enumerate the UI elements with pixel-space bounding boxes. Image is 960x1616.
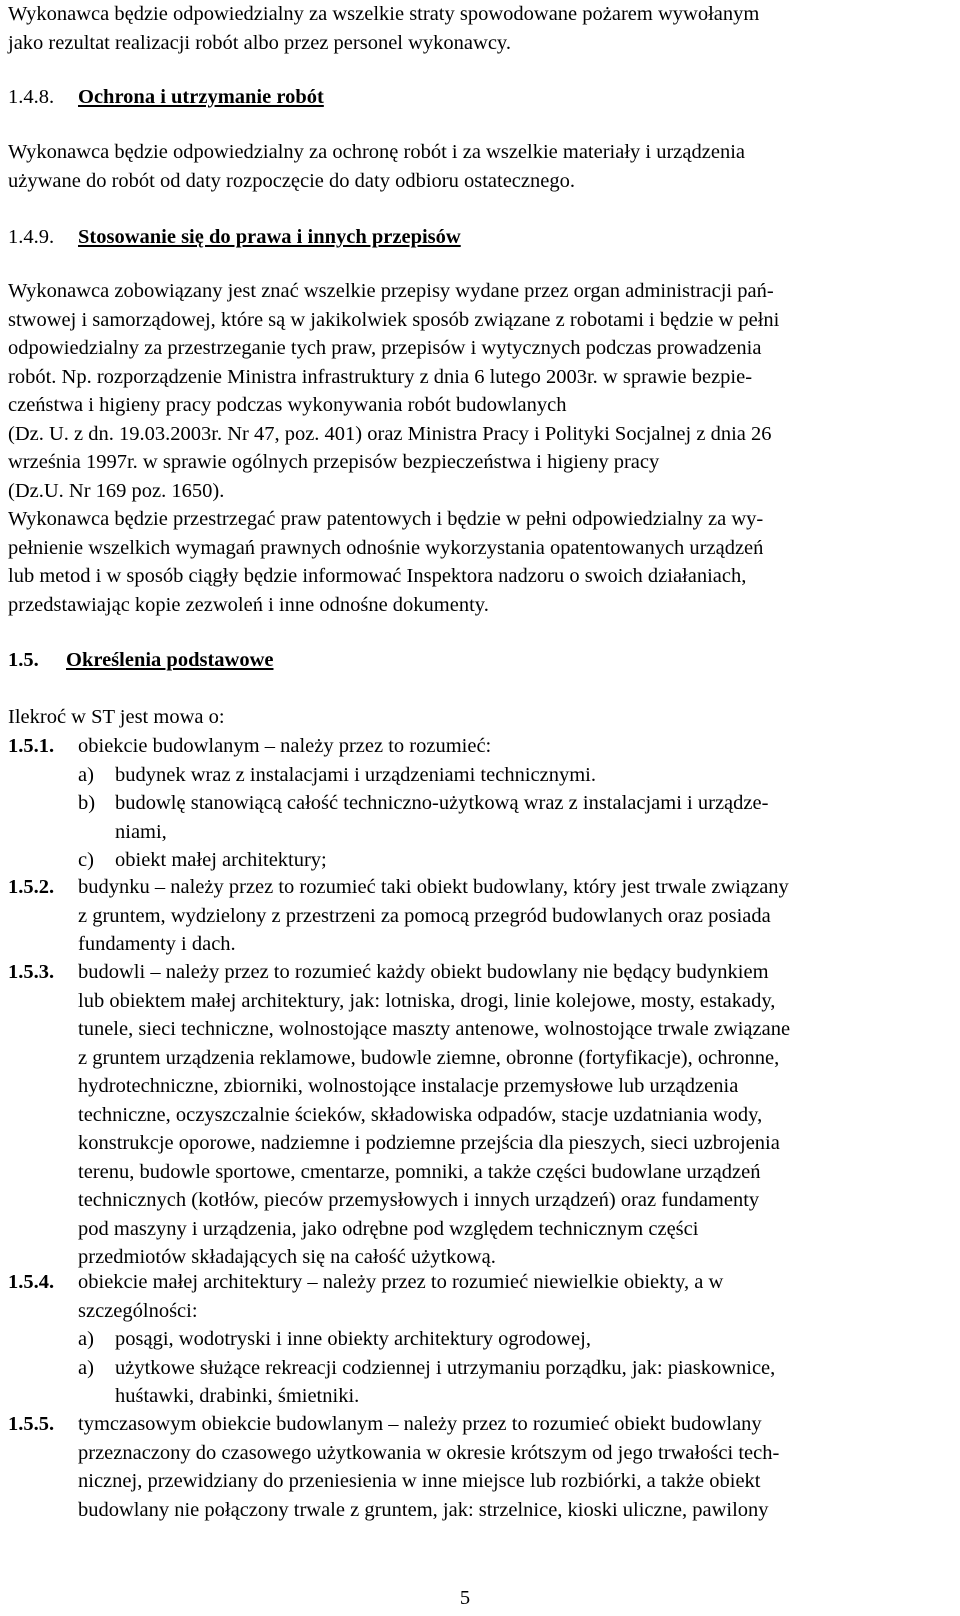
text-line: obiekcie małej architektury – należy przez to rozumieć niewielkie obiekty, a w [78,1271,724,1293]
text-line: Wykonawca zobowiązany jest znać wszelkie przepisy wydane przez organ administracji pań- [8,280,774,302]
definitions-intro [8,703,938,732]
text-line: terenu, budowle sportowe, cmentarze, pomniki, a także części budowlane urządzeń [78,1160,761,1183]
page-number: 5 [459,1587,471,1609]
list-item [8,846,938,875]
text-line: Ilekroć w ST jest mowa o: [8,706,225,728]
definition-number: 1.5.3. [8,961,55,983]
section-heading-1-5 [8,646,273,675]
text-line: budynku – należy przez to rozumieć taki obiekt budowlany, który jest trwale związany [78,876,789,898]
definition-1-5-4 [8,1268,938,1411]
text-line: lub metod i w sposób ciągły będzie informować Inspektora nadzoru o swoich działaniach, [8,565,747,587]
list-letter: a) [78,1356,94,1379]
text-line: tunele, sieci techniczne, wolnostojące maszty antenowe, wolnostojące trwale związane [78,1018,791,1040]
list-letter: c) [78,849,94,871]
text-line: przeznaczony do czasowego użytkowania w okresie krótszym od jego trwałości tech- [78,1441,780,1464]
text-line: odpowiedzialny za przestrzeganie tych praw, przepisów i wytycznych podczas prowadzenia [8,337,762,359]
text-line: stwowej i samorządowej, które są w jakikolwiek sposób związane z robotami i będzie w pełni [8,308,780,331]
text-line: nicznej, przewidziany do przeniesienia w inne miejsce lub rozbiórki, a także obiekt [78,1470,761,1492]
list-letter: b) [78,792,96,814]
section-title: Stosowanie się do prawa i innych przepisów [78,226,461,248]
text-line: budynek wraz z instalacjami i urządzeniami technicznymi. [115,763,596,786]
definition-1-5-5 [8,1410,938,1524]
text-line: hydrotechniczne, zbiorniki, wolnostojące instalacje przemysłowe lub urządzenia [78,1075,739,1097]
section-number: 1.5. [8,649,39,671]
text-line: huśtawki, drabinki, śmietniki. [115,1385,360,1407]
section-heading-1-4-9 [8,223,461,252]
list-letter: a) [78,763,94,786]
definition-1-5-2 [8,873,938,959]
text-line: pełnienie wszelkich wymagań prawnych odnośnie wykorzystania opatentowanych urządzeń [8,536,764,559]
intro-paragraph [8,0,938,57]
text-line: budowlany nie połączony trwale z gruntem, jak: strzelnice, kioski uliczne, pawilony [78,1498,769,1521]
text-line: września 1997r. w sprawie ogólnych przepisów bezpieczeństwa i higieny pracy [8,451,660,473]
section-title: Ochrona i utrzymanie robót [78,86,324,108]
list-item [8,1354,938,1411]
text-line: szczególności: [78,1299,198,1322]
definition-1-5-3 [8,958,938,1272]
list-item [8,1325,938,1354]
text-line: budowli – należy przez to rozumieć każdy obiekt budowlany nie będący budynkiem [78,961,769,983]
text-line: (Dz. U. z dn. 19.03.2003r. Nr 47, poz. 401) oraz Ministra Pracy i Polityki Socjalnej z dnia 26 [8,422,772,445]
text-line: z gruntem urządzenia reklamowe, budowle ziemne, obronne (fortyfikacje), ochronne, [78,1046,780,1069]
section-title: Określenia podstawowe [66,649,274,671]
section-number: 1.4.9. [8,226,55,248]
text-line: obiekcie budowlanym – należy przez to rozumieć: [78,735,492,757]
definition-number: 1.5.1. [8,735,55,757]
text-line: technicznych (kotłów, pieców przemysłowych i innych urządzeń) oraz fundamenty [78,1189,760,1211]
text-line: jako rezultat realizacji robót albo przez personel wykonawcy. [8,31,511,54]
list-item [8,789,938,846]
definition-number: 1.5.5. [8,1413,55,1435]
section-heading-1-4-8 [8,83,324,112]
section-1-4-9-paragraph [8,277,938,619]
section-number: 1.4.8. [8,86,55,108]
definition-1-5-1 [8,732,938,875]
list-letter: a) [78,1328,94,1350]
text-line: Wykonawca będzie odpowiedzialny za wszelkie straty spowodowane pożarem wywołanym [8,3,760,25]
text-line: (Dz.U. Nr 169 poz. 1650). [8,479,225,502]
section-1-4-8-paragraph [8,138,938,195]
text-line: fundamenty i dach. [78,933,236,955]
definition-number: 1.5.4. [8,1271,55,1293]
text-line: czeństwa i higieny pracy podczas wykonywania robót budowlanych [8,394,567,416]
text-line: z gruntem, wydzielony z przestrzeni za pomocą przegród budowlanych oraz posiada [78,904,771,927]
text-line: konstrukcje oporowe, nadziemne i podziemne przejścia dla pieszych, sieci uzbrojenia [78,1132,780,1154]
text-line: obiekt małej architektury; [115,849,327,871]
list-item [8,761,938,790]
text-line: tymczasowym obiekcie budowlanym – należy przez to rozumieć obiekt budowlany [78,1413,762,1435]
text-line: Wykonawca będzie odpowiedzialny za ochronę robót i za wszelkie materiały i urządzenia [8,141,745,163]
text-line: niami, [115,820,167,843]
text-line: lub obiektem małej architektury, jak: lotniska, drogi, linie kolejowe, mosty, estakady, [78,989,776,1012]
text-line: używane do robót od daty rozpoczęcie do daty odbioru ostatecznego. [8,169,575,192]
text-line: przedmiotów składających się na całość użytkową. [78,1246,496,1268]
definition-number: 1.5.2. [8,876,55,898]
text-line: użytkowe służące rekreacji codziennej i utrzymaniu porządku, jak: piaskownice, [115,1356,776,1379]
text-line: Wykonawca będzie przestrzegać praw patentowych i będzie w pełni odpowiedzialny za wy- [8,508,764,530]
text-line: pod maszyny i urządzenia, jako odrębne pod względem technicznym części [78,1217,699,1240]
text-line: posągi, wodotryski i inne obiekty architektury ogrodowej, [115,1328,591,1350]
text-line: techniczne, oczyszczalnie ścieków, składowiska odpadów, stacje uzdatniania wody, [78,1103,763,1126]
text-line: budowlę stanowiącą całość techniczno-użytkową wraz z instalacjami i urządze- [115,792,769,814]
text-line: przedstawiając kopie zezwoleń i inne odnośne dokumenty. [8,593,489,616]
text-line: robót. Np. rozporządzenie Ministra infrastruktury z dnia 6 lutego 2003r. w sprawie bezpie- [8,365,753,388]
